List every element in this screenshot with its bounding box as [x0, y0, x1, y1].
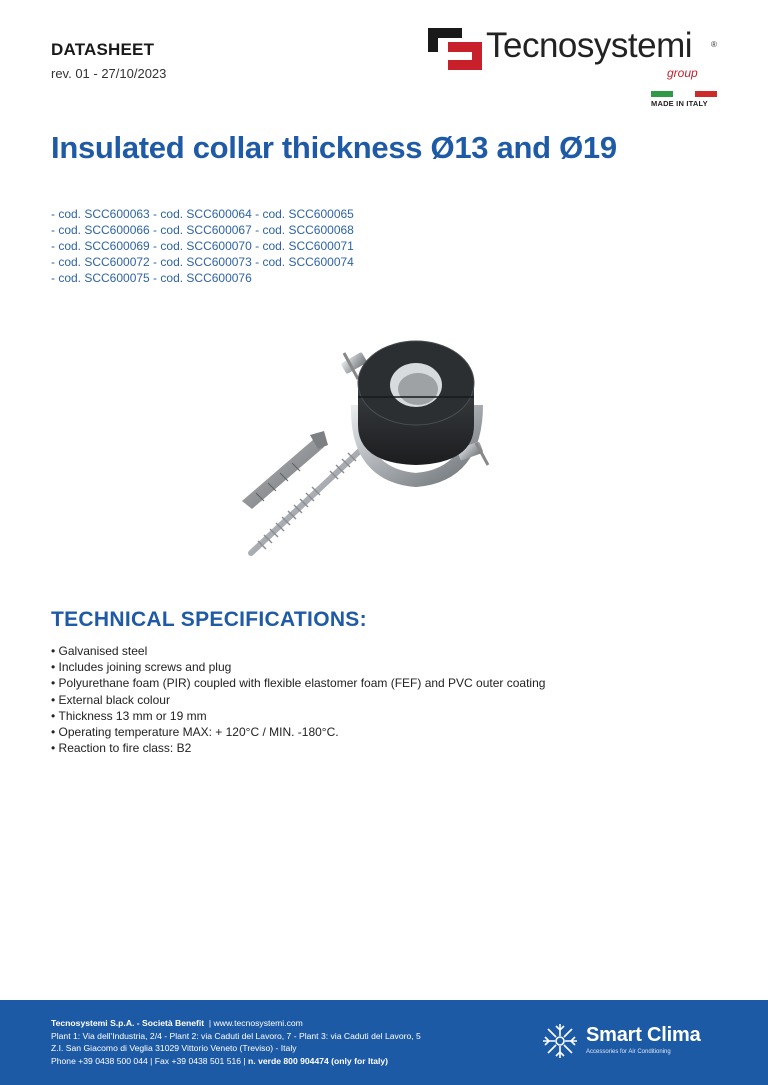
doc-type-label: DATASHEET [51, 40, 155, 59]
specs-heading: TECHNICAL SPECIFICATIONS: [51, 608, 367, 631]
wall-plug-icon [242, 431, 328, 509]
website-link[interactable]: | www.tecnosystemi.com [208, 1018, 303, 1028]
phone-fax: Phone +39 0438 500 044 | Fax +39 0438 501 516 | [51, 1055, 246, 1066]
header-block [51, 40, 166, 81]
brand-group: group [667, 66, 698, 80]
spec-item: • Galvanised steel [51, 643, 545, 659]
revision-date: rev. 01 - 27/10/2023 [51, 66, 167, 81]
code-line: - cod. SCC600063 - cod. SCC600064 - cod. SCC600065 [51, 207, 354, 221]
specs-list [51, 643, 545, 756]
spec-item: • Reaction to fire class: B2 [51, 740, 545, 756]
spec-item: • Polyurethane foam (PIR) coupled with flexible elastomer foam (FEF) and PVC outer coating [51, 675, 545, 691]
footer-contacts [51, 1017, 421, 1067]
smart-clima-name: Smart Clima [586, 1024, 701, 1046]
tecnosystemi-logo [428, 26, 728, 86]
footer-address: Z.I. San Giacomo di Veglia 31029 Vittorio Veneto (Treviso) - Italy [51, 1043, 297, 1053]
footer-plants: Plant 1: Via dell'Industria, 2/4 - Plant 2: via Caduti del Lavoro, 7 - Plant 3: via Caduti del Lavoro, 5 [51, 1030, 421, 1041]
spec-item: • Thickness 13 mm or 19 mm [51, 708, 545, 724]
product-image [226, 335, 526, 565]
footer-line-1 [51, 1017, 421, 1030]
code-line: - cod. SCC600066 - cod. SCC600067 - cod. SCC600068 [51, 223, 354, 237]
snowflake-icon [541, 1022, 579, 1060]
made-in-label: MADE IN ITALY [651, 99, 708, 108]
registered-mark: ® [711, 40, 717, 49]
italian-flag-icon [651, 91, 717, 97]
spec-item: • Operating temperature MAX: + 120°C / MIN. -180°C. [51, 724, 545, 740]
footer [0, 1000, 768, 1085]
footer-line-4 [51, 1055, 421, 1068]
toll-free-number: n. verde 800 904474 (only for Italy) [248, 1055, 388, 1066]
made-in-italy-badge [651, 91, 717, 108]
tecnosystemi-logo-mark-icon [428, 28, 482, 70]
company-name: Tecnosystemi S.p.A. - Società Benefit [51, 1018, 205, 1028]
smart-clima-logo [541, 1022, 721, 1062]
spec-item: • External black colour [51, 692, 545, 708]
spec-item: • Includes joining screws and plug [51, 659, 545, 675]
screw-icon [251, 445, 366, 553]
brand-name: Tecnosystemi [486, 26, 693, 65]
page-title: Insulated collar thickness Ø13 and Ø19 [51, 130, 617, 165]
code-line: - cod. SCC600069 - cod. SCC600070 - cod. SCC600071 [51, 239, 354, 253]
product-codes-list [51, 206, 354, 286]
code-line: - cod. SCC600075 - cod. SCC600076 [51, 271, 252, 285]
insulation-ring-icon [358, 341, 474, 465]
smart-clima-tagline: Accessories for Air Conditioning [586, 1049, 671, 1055]
code-line: - cod. SCC600072 - cod. SCC600073 - cod. SCC600074 [51, 255, 354, 269]
